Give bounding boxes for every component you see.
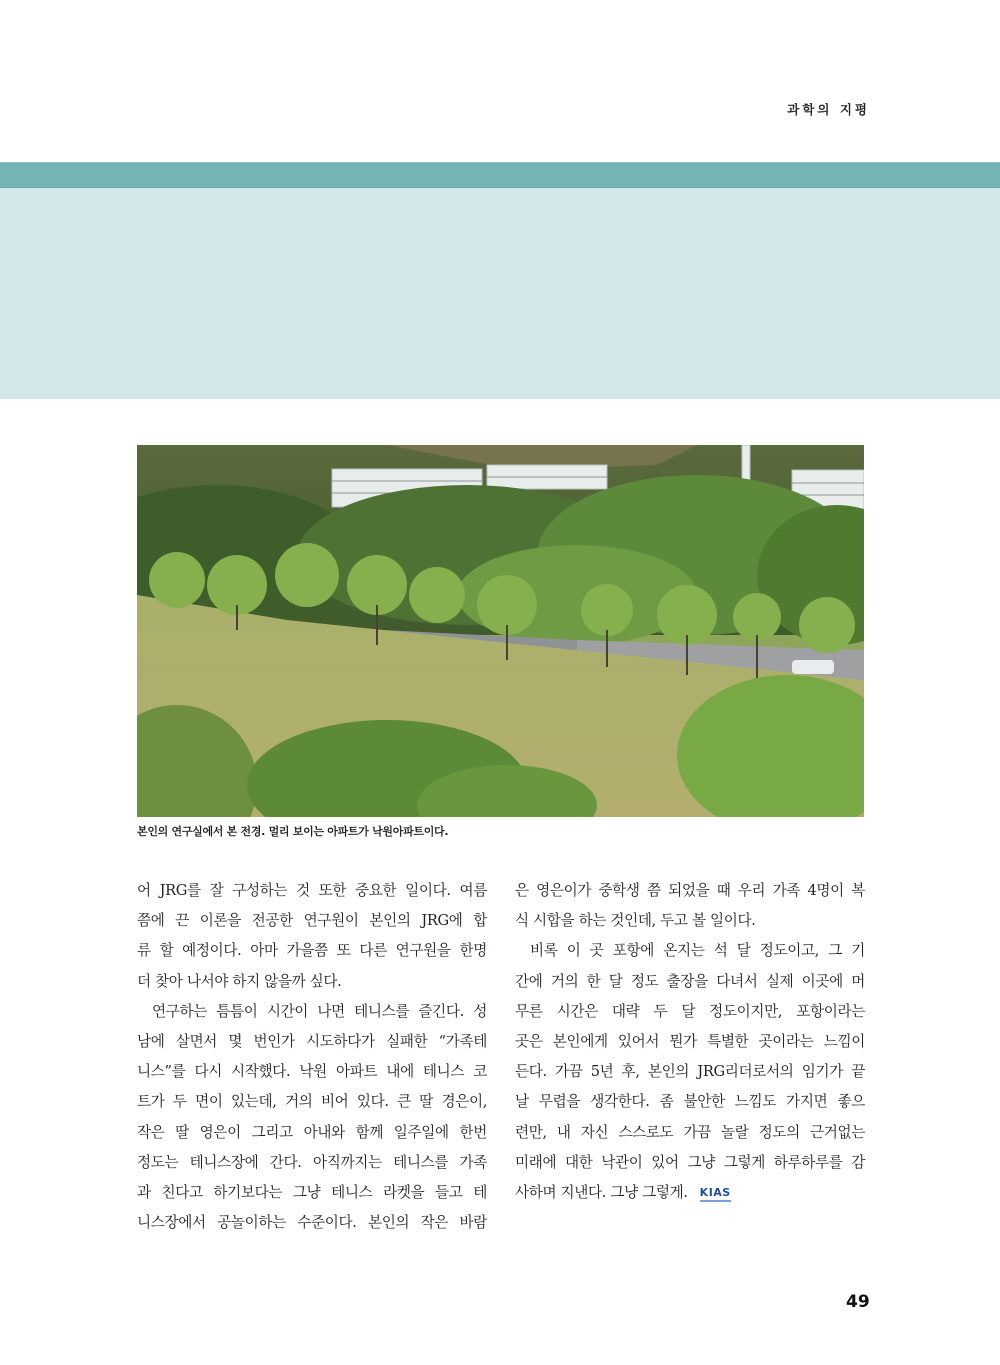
kias-logo-end-mark: KIAS (700, 1187, 731, 1202)
figure-photo (137, 445, 864, 817)
body-column-right (515, 876, 865, 1208)
text-line: 더 찾아 나서야 하지 않을까 싶다. (137, 972, 342, 990)
text-line: 미래에 대한 낙관이 있어 그냥 그렇게 하루하루를 감 (515, 1153, 865, 1171)
text-line: 니스”를 다시 시작했다. 낙원 아파트 내에 테니스 코 (137, 1063, 487, 1081)
text-line: 곳은 본인에게 있어서 뭔가 특별한 곳이라는 느낌이 (515, 1032, 865, 1050)
text-line: 식 시합을 하는 것인데, 두고 볼 일이다. (515, 912, 756, 930)
text-line: 작은 딸 영은이 그리고 아내와 함께 일주일에 한번 (137, 1123, 487, 1141)
text-line: 남에 살면서 몇 번인가 시도하다가 실패한 “가족테 (137, 1032, 487, 1050)
text-line: 연구하는 틈틈이 시간이 나면 테니스를 즐긴다. 성 (152, 1002, 487, 1020)
text-line: 간에 거의 한 달 정도 출장을 다녀서 실제 이곳에 머 (515, 972, 865, 990)
page-number: 49 (846, 1292, 870, 1312)
landscape-photo-image (137, 445, 864, 817)
text-line: 비록 이 곳 포항에 온지는 석 달 정도이고, 그 기 (530, 942, 865, 960)
text-line: 쯤에 끈 이론을 전공한 연구원이 본인의 JRG에 합 (137, 912, 487, 930)
text-line: 정도는 테니스장에 간다. 아직까지는 테니스를 가족 (137, 1153, 487, 1171)
text-line-content: 사하며 지낸다. 그냥 그렇게. (515, 1183, 688, 1201)
text-line: 트가 두 면이 있는데, 거의 비어 있다. 큰 딸 경은이, (137, 1093, 487, 1111)
text-line-final (515, 1178, 865, 1208)
header-band-teal (0, 162, 1000, 188)
text-line: 어 JRG를 잘 구성하는 것 또한 중요한 일이다. 여름 (137, 882, 487, 899)
text-line: 니스장에서 공놀이하는 수준이다. 본인의 작은 바람 (137, 1214, 487, 1232)
body-column-left (137, 876, 487, 1238)
text-line: 과 친다고 하기보다는 그냥 테니스 라켓을 들고 테 (137, 1183, 487, 1201)
figure-caption: 본인의 연구실에서 본 전경. 멀리 보이는 아파트가 낙원아파트이다. (137, 825, 449, 838)
text-line: 날 무렵을 생각한다. 좀 불안한 느낌도 가지면 좋으 (515, 1093, 865, 1111)
running-head-title: 과학의 지평 (787, 102, 870, 117)
text-line: 든다. 가끔 5년 후, 본인의 JRG리더로서의 임기가 끝 (515, 1063, 865, 1081)
text-line: 은 영은이가 중학생 쯤 되었을 때 우리 가족 4명이 복 (515, 882, 865, 899)
text-line: 류 할 예정이다. 아마 가을쯤 또 다른 연구원을 한명 (137, 942, 487, 960)
text-line: 무른 시간은 대략 두 달 정도이지만, 포항이라는 (515, 1002, 865, 1020)
header-band-light (0, 188, 1000, 399)
text-line: 련만, 내 자신 스스로도 가끔 놀랄 정도의 근거없는 (515, 1123, 865, 1141)
